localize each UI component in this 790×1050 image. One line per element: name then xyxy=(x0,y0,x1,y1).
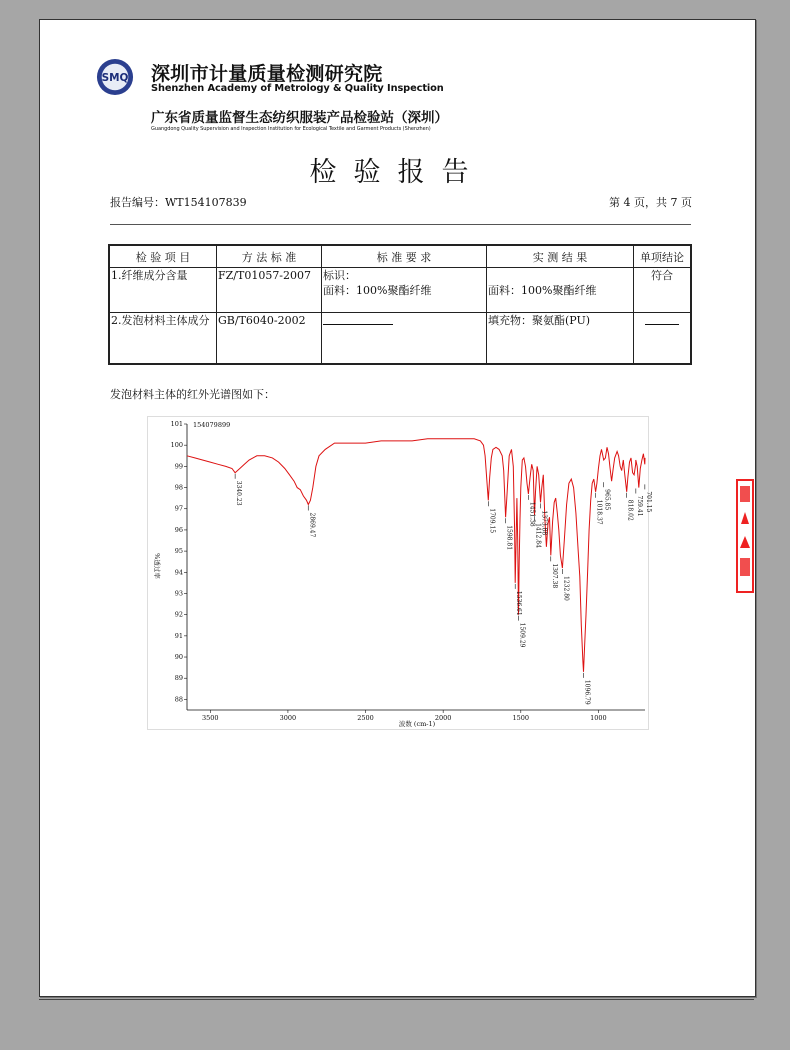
y-tick-label: 89 xyxy=(174,674,183,683)
y-tick-label: 92 xyxy=(174,610,183,619)
peak-label: 2869.47 xyxy=(308,512,316,538)
x-axis-label: 波数 (cm-1) xyxy=(398,720,436,728)
peak-label: 965.85 xyxy=(603,489,611,511)
x-tick-label: 1500 xyxy=(512,714,530,722)
requirement-line: 标识： xyxy=(323,269,356,282)
peak-label: 759.41 xyxy=(635,495,643,517)
y-tick-label: 96 xyxy=(174,525,183,534)
institute-name-cn: 深圳市计量质量检测研究院 xyxy=(151,63,383,85)
cell-item: 1.纤维成分含量 xyxy=(109,268,217,313)
y-tick-label: 88 xyxy=(174,695,183,704)
report-title: 检验报告 xyxy=(309,157,486,188)
peak-label: 1096.79 xyxy=(583,679,591,705)
peak-label: 1307.38 xyxy=(550,563,558,589)
y-tick-label: 99 xyxy=(174,462,183,471)
ir-spectrum-chart xyxy=(147,416,652,730)
peak-label: 3340.23 xyxy=(235,480,243,506)
y-tick-label: 95 xyxy=(174,547,183,556)
results-table xyxy=(108,244,692,365)
peak-label: 1018.37 xyxy=(595,499,603,525)
cell-result: 填充物：聚氨酯(PU) xyxy=(487,313,634,365)
header-method: 方 法 标 准 xyxy=(217,245,322,268)
y-tick-label: 101 xyxy=(170,420,183,428)
peak-label: 1509.29 xyxy=(518,622,526,648)
peak-label: 1232.80 xyxy=(562,576,570,601)
requirement-line: 面料：100%聚酯纤维 xyxy=(323,284,432,297)
page-info: 第 4 页，共 7 页 xyxy=(609,196,692,209)
peak-label: 701.15 xyxy=(644,491,652,513)
sample-id: 154079899 xyxy=(193,421,231,429)
header-conclusion: 单项结论 xyxy=(634,245,692,268)
y-axis-label: %透过率 xyxy=(153,553,161,579)
header-requirement: 标 准 要 求 xyxy=(322,245,487,268)
y-tick-label: 98 xyxy=(174,483,183,492)
cell-requirement xyxy=(322,268,487,313)
y-tick-label: 90 xyxy=(174,653,183,662)
cell-method: GB/T6040-2002 xyxy=(217,313,322,365)
station-name-en: Guangdong Quality Supervision and Inspection Institution for Ecological Textile and Garment Products (Shenzhen) xyxy=(151,126,431,132)
page-bottom-line xyxy=(39,999,754,1000)
header-divider xyxy=(110,224,691,225)
peak-label: 1412.84 xyxy=(534,523,542,548)
result-text: 面料：100%聚酯纤维 xyxy=(488,284,597,297)
y-tick-label: 94 xyxy=(174,568,183,577)
header-result: 实 测 结 果 xyxy=(487,245,634,268)
x-tick-label: 3500 xyxy=(202,714,219,722)
cell-requirement xyxy=(322,313,487,365)
seam-stamp xyxy=(735,478,755,594)
y-tick-label: 93 xyxy=(174,589,183,598)
x-tick-label: 2000 xyxy=(434,714,452,722)
logo-text: SMQ xyxy=(101,71,129,84)
smq-logo xyxy=(96,58,134,96)
peak-label: 818.02 xyxy=(626,499,634,521)
table-header-row xyxy=(109,245,691,268)
peak-label: 1536.61 xyxy=(515,590,523,616)
peak-label: 1709.15 xyxy=(488,508,496,534)
empty-dash xyxy=(323,324,393,325)
chart-frame xyxy=(148,417,649,730)
station-name-cn: 广东省质量监督生态纺织服装产品检验站（深圳） xyxy=(151,110,448,126)
table-row xyxy=(109,268,691,313)
peak-label: 1451.38 xyxy=(528,501,536,527)
x-tick-label: 3000 xyxy=(279,714,297,722)
report-page xyxy=(39,19,756,997)
cell-conclusion: 符合 xyxy=(634,268,692,313)
y-tick-label: 100 xyxy=(170,441,183,450)
x-tick-label: 1000 xyxy=(590,714,607,722)
cell-item: 2.发泡材料主体成分 xyxy=(109,313,217,365)
empty-dash xyxy=(645,324,679,325)
table-row xyxy=(109,313,691,365)
cell-conclusion xyxy=(634,313,692,365)
cell-result xyxy=(487,268,634,313)
cell-method: FZ/T01057-2007 xyxy=(217,268,322,313)
x-tick-label: 2500 xyxy=(357,714,374,722)
header-item: 检 验 项 目 xyxy=(109,245,217,268)
institute-name-en: Shenzhen Academy of Metrology & Quality Inspection xyxy=(151,83,444,94)
report-number: 报告编号：WT154107839 xyxy=(110,196,247,209)
y-tick-label: 91 xyxy=(174,631,183,640)
y-tick-label: 97 xyxy=(174,504,183,513)
peak-label: 1373.88 xyxy=(540,510,548,536)
spectrum-caption: 发泡材料主体的红外光谱图如下： xyxy=(110,388,275,401)
peak-label: 1598.81 xyxy=(505,525,513,551)
